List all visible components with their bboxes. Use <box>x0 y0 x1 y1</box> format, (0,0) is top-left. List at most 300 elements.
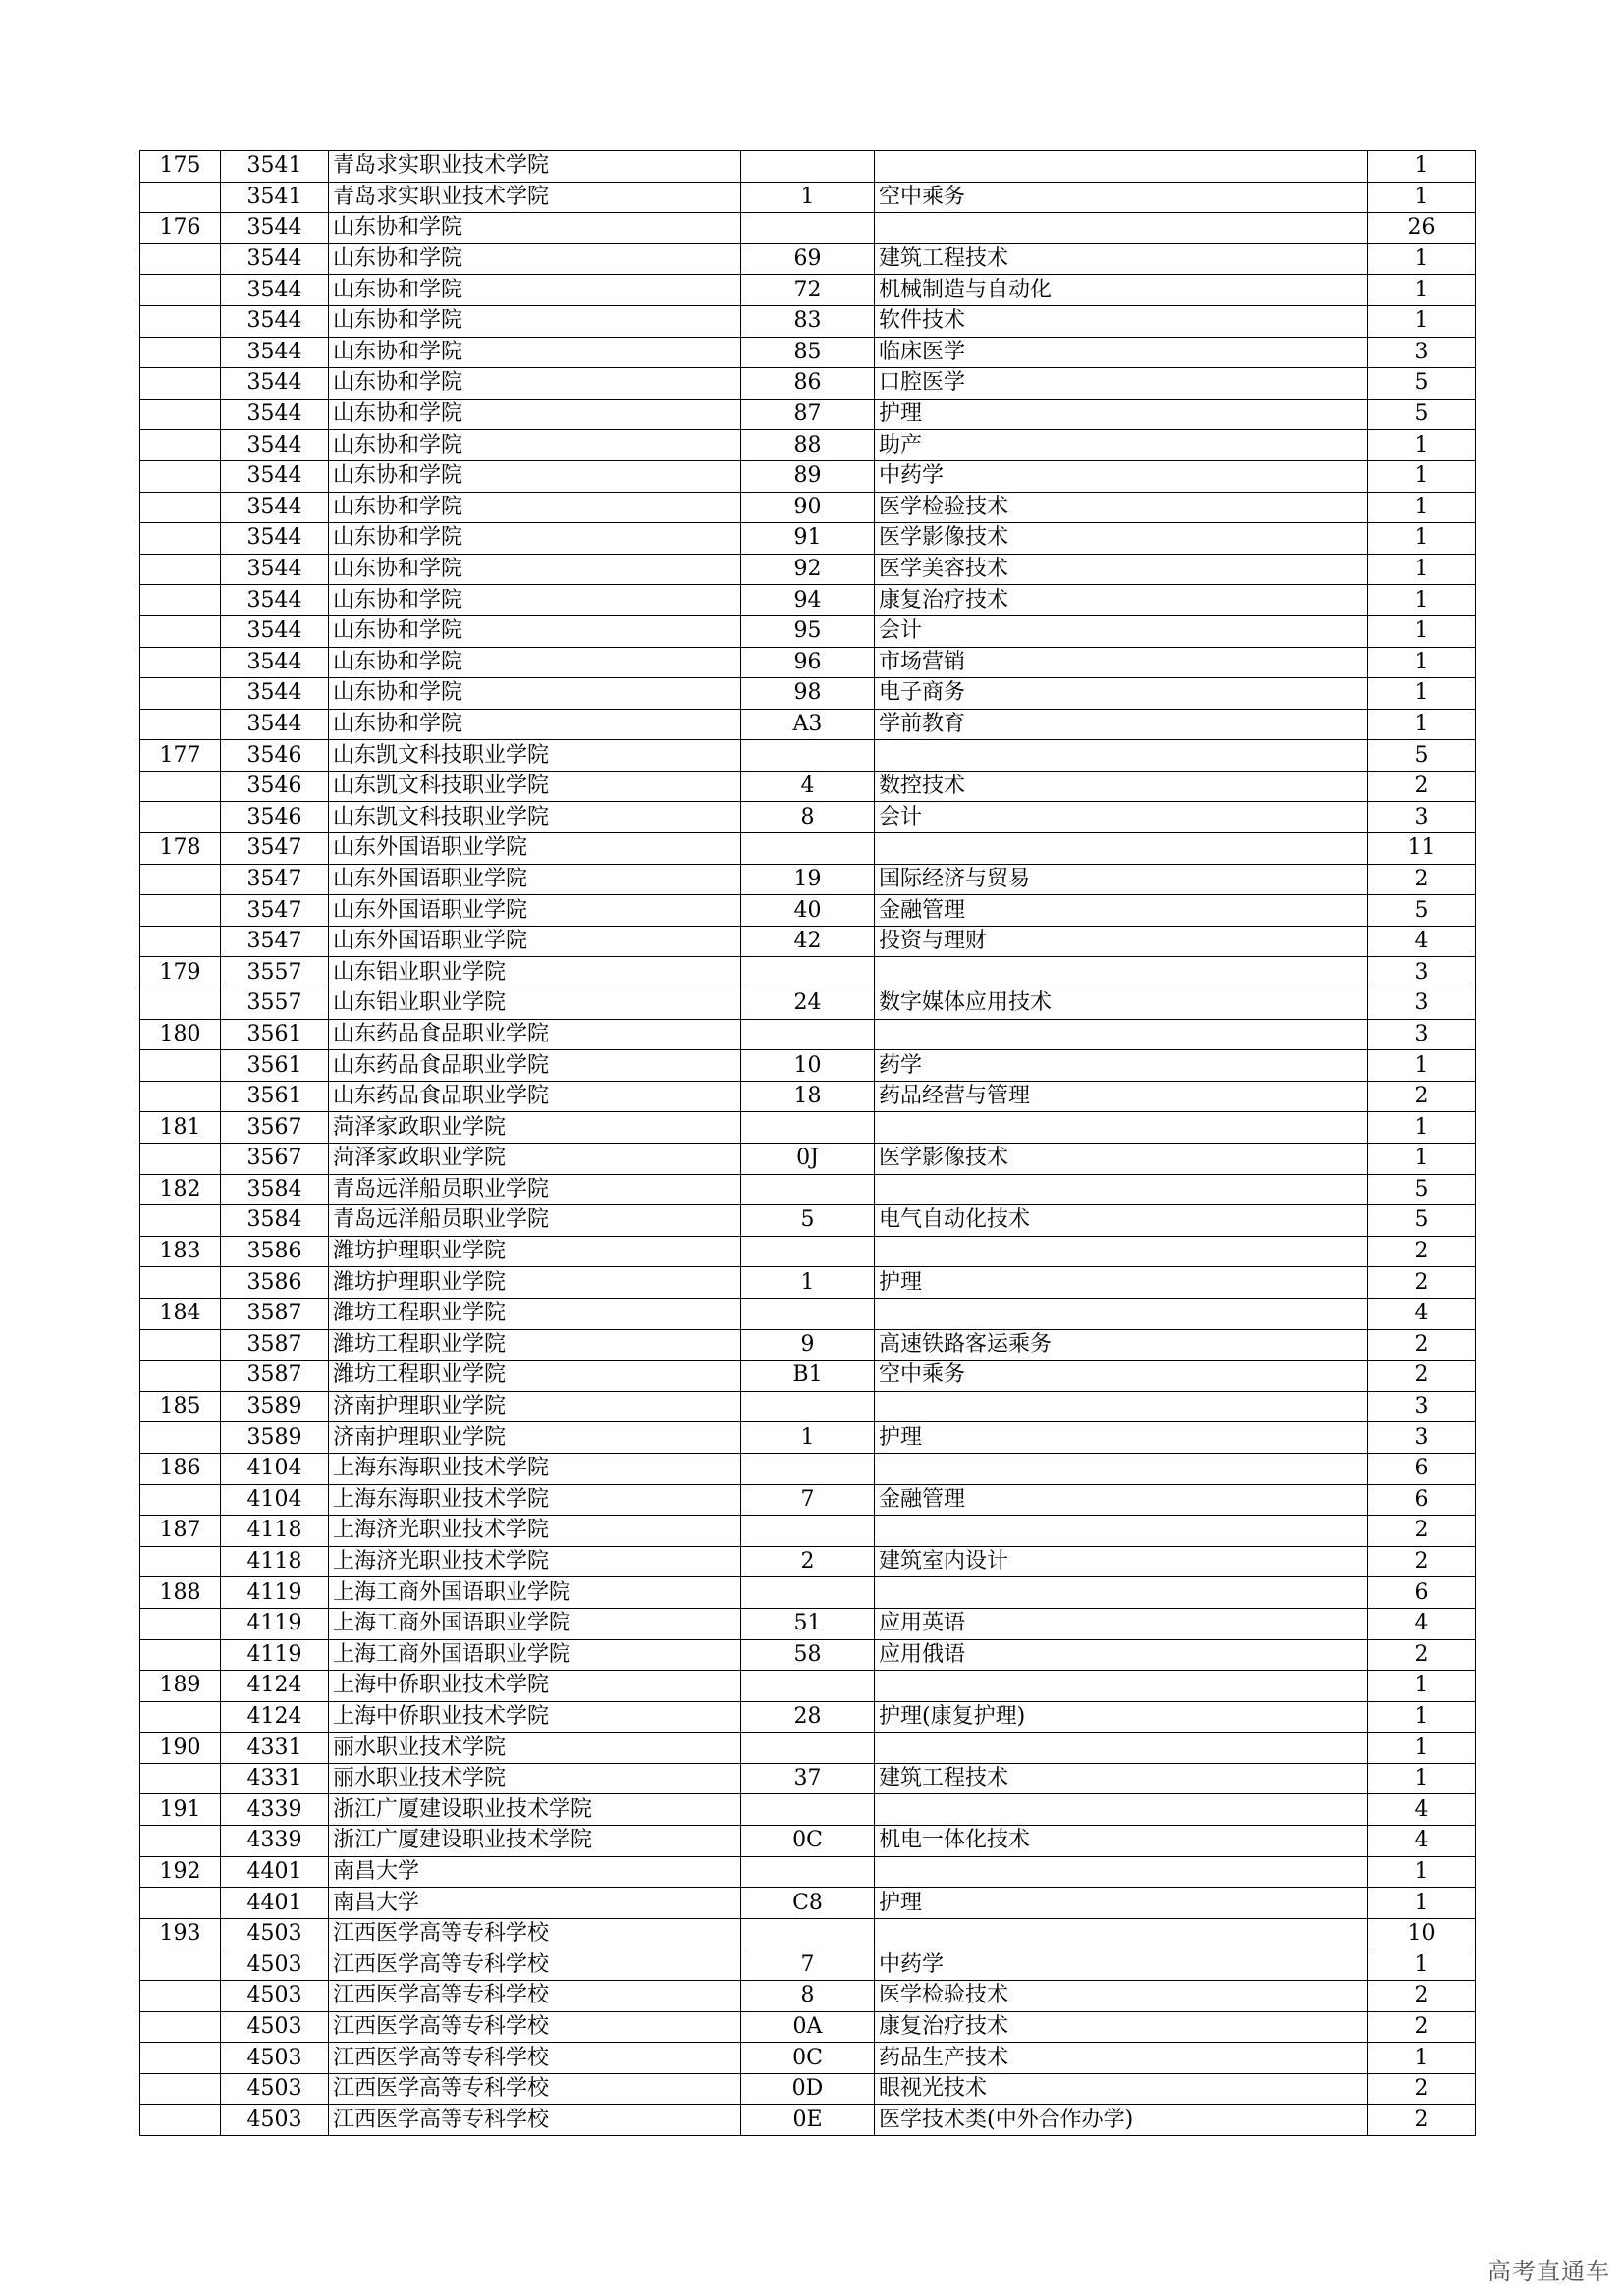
school-code-cell: 3544 <box>221 523 329 555</box>
plan-count-cell: 2 <box>1368 1081 1476 1112</box>
school-name-cell: 山东协和学院 <box>329 647 741 678</box>
table-row <box>140 1763 1476 1794</box>
table-row <box>140 305 1476 337</box>
major-name-cell: 电子商务 <box>875 678 1368 710</box>
table-row <box>140 709 1476 740</box>
school-code-cell: 4503 <box>221 2043 329 2074</box>
school-code-cell: 4339 <box>221 1826 329 1857</box>
seq-number-cell <box>140 1949 221 1981</box>
table-row <box>140 1516 1476 1547</box>
school-code-cell: 3561 <box>221 1019 329 1050</box>
seq-number-cell <box>140 864 221 895</box>
plan-count-cell: 1 <box>1368 492 1476 523</box>
school-code-cell: 4503 <box>221 2011 329 2043</box>
seq-number-cell <box>140 1484 221 1516</box>
major-name-cell <box>875 1733 1368 1764</box>
school-code-cell: 4119 <box>221 1608 329 1639</box>
school-name-cell: 上海东海职业技术学院 <box>329 1453 741 1484</box>
school-name-cell: 南昌大学 <box>329 1888 741 1919</box>
school-code-cell: 3544 <box>221 399 329 430</box>
school-name-cell: 上海中侨职业技术学院 <box>329 1671 741 1702</box>
table-row <box>140 1361 1476 1392</box>
seq-number-cell: 175 <box>140 151 221 183</box>
school-code-cell: 3544 <box>221 585 329 616</box>
major-name-cell: 应用俄语 <box>875 1639 1368 1671</box>
plan-count-cell: 5 <box>1368 1174 1476 1205</box>
seq-number-cell: 185 <box>140 1391 221 1422</box>
major-code-cell <box>741 1174 875 1205</box>
plan-count-cell: 1 <box>1368 709 1476 740</box>
plan-count-cell: 1 <box>1368 647 1476 678</box>
plan-count-cell: 1 <box>1368 460 1476 492</box>
table-row <box>140 2011 1476 2043</box>
plan-count-cell: 2 <box>1368 1546 1476 1577</box>
plan-count-cell: 1 <box>1368 1733 1476 1764</box>
school-name-cell: 山东铝业职业学院 <box>329 957 741 988</box>
major-name-cell: 软件技术 <box>875 305 1368 337</box>
plan-count-cell: 1 <box>1368 1701 1476 1733</box>
major-name-cell: 国际经济与贸易 <box>875 864 1368 895</box>
major-name-cell: 数字媒体应用技术 <box>875 988 1368 1020</box>
school-code-cell: 4331 <box>221 1763 329 1794</box>
major-name-cell <box>875 1298 1368 1329</box>
seq-number-cell <box>140 523 221 555</box>
major-code-cell: 18 <box>741 1081 875 1112</box>
major-code-cell: 4 <box>741 771 875 802</box>
major-code-cell: 2 <box>741 1546 875 1577</box>
major-name-cell: 建筑工程技术 <box>875 1763 1368 1794</box>
seq-number-cell <box>140 1546 221 1577</box>
school-code-cell: 3589 <box>221 1422 329 1454</box>
major-code-cell: 28 <box>741 1701 875 1733</box>
major-name-cell: 金融管理 <box>875 895 1368 927</box>
seq-number-cell <box>140 1422 221 1454</box>
school-name-cell: 菏泽家政职业学院 <box>329 1144 741 1175</box>
table-row <box>140 151 1476 183</box>
table-row <box>140 1918 1476 1949</box>
major-code-cell: 1 <box>741 1422 875 1454</box>
school-code-cell: 4118 <box>221 1546 329 1577</box>
table-row <box>140 1205 1476 1237</box>
school-name-cell: 上海济光职业技术学院 <box>329 1516 741 1547</box>
school-name-cell: 济南护理职业学院 <box>329 1422 741 1454</box>
school-name-cell: 青岛远洋船员职业学院 <box>329 1174 741 1205</box>
school-name-cell: 江西医学高等专科学校 <box>329 1949 741 1981</box>
school-name-cell: 菏泽家政职业学院 <box>329 1112 741 1144</box>
school-name-cell: 山东协和学院 <box>329 585 741 616</box>
major-name-cell: 护理 <box>875 1888 1368 1919</box>
table-row <box>140 1112 1476 1144</box>
table-row <box>140 771 1476 802</box>
major-name-cell <box>875 1577 1368 1609</box>
major-code-cell <box>741 1453 875 1484</box>
major-code-cell: 72 <box>741 275 875 306</box>
table-row <box>140 1949 1476 1981</box>
table-row <box>140 1144 1476 1175</box>
plan-count-cell: 3 <box>1368 1422 1476 1454</box>
table-row <box>140 1639 1476 1671</box>
plan-count-cell: 1 <box>1368 1763 1476 1794</box>
table-row <box>140 275 1476 306</box>
major-name-cell: 高速铁路客运乘务 <box>875 1329 1368 1361</box>
major-name-cell <box>875 957 1368 988</box>
table-body <box>140 151 1476 2136</box>
plan-count-cell: 5 <box>1368 895 1476 927</box>
school-name-cell: 上海工商外国语职业学院 <box>329 1608 741 1639</box>
major-code-cell: 0A <box>741 2011 875 2043</box>
school-name-cell: 山东协和学院 <box>329 460 741 492</box>
seq-number-cell <box>140 926 221 957</box>
school-name-cell: 浙江广厦建设职业技术学院 <box>329 1794 741 1826</box>
admission-plan-table <box>139 150 1476 2136</box>
school-name-cell: 山东药品食品职业学院 <box>329 1081 741 1112</box>
plan-count-cell: 1 <box>1368 1949 1476 1981</box>
seq-number-cell: 183 <box>140 1236 221 1267</box>
school-name-cell: 山东协和学院 <box>329 337 741 368</box>
seq-number-cell: 176 <box>140 213 221 244</box>
plan-count-cell: 2 <box>1368 2011 1476 2043</box>
seq-number-cell <box>140 2011 221 2043</box>
school-name-cell: 潍坊工程职业学院 <box>329 1361 741 1392</box>
table-row <box>140 957 1476 988</box>
seq-number-cell <box>140 1050 221 1082</box>
school-name-cell: 山东协和学院 <box>329 243 741 275</box>
school-code-cell: 3567 <box>221 1144 329 1175</box>
school-code-cell: 4503 <box>221 1981 329 2012</box>
school-code-cell: 3547 <box>221 864 329 895</box>
major-name-cell: 金融管理 <box>875 1484 1368 1516</box>
major-code-cell <box>741 833 875 865</box>
major-name-cell: 会计 <box>875 615 1368 647</box>
school-name-cell: 江西医学高等专科学校 <box>329 1981 741 2012</box>
major-name-cell <box>875 1516 1368 1547</box>
school-code-cell: 4119 <box>221 1577 329 1609</box>
major-code-cell <box>741 1671 875 1702</box>
school-name-cell: 青岛求实职业技术学院 <box>329 151 741 183</box>
major-name-cell <box>875 1112 1368 1144</box>
seq-number-cell <box>140 1361 221 1392</box>
school-name-cell: 江西医学高等专科学校 <box>329 2073 741 2105</box>
major-code-cell: 85 <box>741 337 875 368</box>
school-name-cell: 青岛远洋船员职业学院 <box>329 1205 741 1237</box>
seq-number-cell <box>140 1639 221 1671</box>
school-name-cell: 浙江广厦建设职业技术学院 <box>329 1826 741 1857</box>
plan-count-cell: 1 <box>1368 305 1476 337</box>
major-code-cell: 87 <box>741 399 875 430</box>
school-code-cell: 3544 <box>221 368 329 400</box>
major-name-cell <box>875 833 1368 865</box>
major-name-cell: 机械制造与自动化 <box>875 275 1368 306</box>
table-row <box>140 2073 1476 2105</box>
plan-count-cell: 1 <box>1368 275 1476 306</box>
school-code-cell: 4503 <box>221 1949 329 1981</box>
major-name-cell <box>875 1918 1368 1949</box>
table-row <box>140 678 1476 710</box>
major-code-cell: 90 <box>741 492 875 523</box>
major-code-cell: 92 <box>741 554 875 585</box>
major-name-cell: 空中乘务 <box>875 1361 1368 1392</box>
school-code-cell: 3557 <box>221 988 329 1020</box>
plan-count-cell: 2 <box>1368 1516 1476 1547</box>
school-code-cell: 4503 <box>221 2105 329 2136</box>
major-code-cell <box>741 1516 875 1547</box>
seq-number-cell <box>140 1267 221 1299</box>
table-row <box>140 523 1476 555</box>
major-code-cell: 19 <box>741 864 875 895</box>
plan-count-cell: 1 <box>1368 554 1476 585</box>
seq-number-cell <box>140 460 221 492</box>
major-name-cell: 空中乘务 <box>875 182 1368 213</box>
seq-number-cell <box>140 1888 221 1919</box>
table-row <box>140 1484 1476 1516</box>
table-row <box>140 460 1476 492</box>
seq-number-cell: 190 <box>140 1733 221 1764</box>
plan-count-cell: 6 <box>1368 1453 1476 1484</box>
major-code-cell: 94 <box>741 585 875 616</box>
seq-number-cell: 186 <box>140 1453 221 1484</box>
major-code-cell: 1 <box>741 1267 875 1299</box>
plan-count-cell: 3 <box>1368 802 1476 833</box>
seq-number-cell: 184 <box>140 1298 221 1329</box>
school-name-cell: 山东凯文科技职业学院 <box>329 740 741 772</box>
major-name-cell: 医学影像技术 <box>875 1144 1368 1175</box>
plan-count-cell: 3 <box>1368 957 1476 988</box>
major-name-cell: 临床医学 <box>875 337 1368 368</box>
seq-number-cell <box>140 709 221 740</box>
seq-number-cell: 192 <box>140 1856 221 1888</box>
major-name-cell: 医学技术类(中外合作办学) <box>875 2105 1368 2136</box>
major-name-cell <box>875 740 1368 772</box>
major-name-cell <box>875 1019 1368 1050</box>
major-code-cell: 51 <box>741 1608 875 1639</box>
major-name-cell: 药品经营与管理 <box>875 1081 1368 1112</box>
seq-number-cell: 180 <box>140 1019 221 1050</box>
major-code-cell <box>741 1236 875 1267</box>
school-code-cell: 3567 <box>221 1112 329 1144</box>
major-name-cell <box>875 1856 1368 1888</box>
school-name-cell: 山东协和学院 <box>329 492 741 523</box>
major-code-cell: 40 <box>741 895 875 927</box>
major-code-cell: 7 <box>741 1484 875 1516</box>
major-name-cell: 护理 <box>875 1422 1368 1454</box>
major-code-cell: 89 <box>741 460 875 492</box>
major-code-cell: 0C <box>741 1826 875 1857</box>
school-code-cell: 4503 <box>221 2073 329 2105</box>
major-code-cell: 83 <box>741 305 875 337</box>
major-code-cell: 37 <box>741 1763 875 1794</box>
school-name-cell: 丽水职业技术学院 <box>329 1763 741 1794</box>
plan-count-cell: 1 <box>1368 585 1476 616</box>
table-row <box>140 740 1476 772</box>
major-name-cell: 应用英语 <box>875 1608 1368 1639</box>
seq-number-cell: 177 <box>140 740 221 772</box>
school-name-cell: 潍坊工程职业学院 <box>329 1329 741 1361</box>
school-code-cell: 4401 <box>221 1888 329 1919</box>
seq-number-cell <box>140 615 221 647</box>
major-name-cell <box>875 1453 1368 1484</box>
major-code-cell <box>741 1298 875 1329</box>
seq-number-cell: 188 <box>140 1577 221 1609</box>
school-name-cell: 山东协和学院 <box>329 523 741 555</box>
major-name-cell: 药学 <box>875 1050 1368 1082</box>
table-row <box>140 1733 1476 1764</box>
major-name-cell: 药品生产技术 <box>875 2043 1368 2074</box>
school-name-cell: 山东协和学院 <box>329 615 741 647</box>
major-name-cell <box>875 1794 1368 1826</box>
school-code-cell: 3544 <box>221 460 329 492</box>
seq-number-cell <box>140 337 221 368</box>
plan-count-cell: 4 <box>1368 926 1476 957</box>
seq-number-cell <box>140 1329 221 1361</box>
table-row <box>140 1298 1476 1329</box>
major-code-cell: 42 <box>741 926 875 957</box>
plan-count-cell: 2 <box>1368 2105 1476 2136</box>
plan-count-cell: 1 <box>1368 2043 1476 2074</box>
table-row <box>140 213 1476 244</box>
table-row <box>140 1267 1476 1299</box>
school-code-cell: 4119 <box>221 1639 329 1671</box>
major-name-cell <box>875 213 1368 244</box>
seq-number-cell <box>140 399 221 430</box>
plan-count-cell: 6 <box>1368 1577 1476 1609</box>
school-code-cell: 3586 <box>221 1236 329 1267</box>
school-name-cell: 山东协和学院 <box>329 399 741 430</box>
major-code-cell: 91 <box>741 523 875 555</box>
school-name-cell: 山东协和学院 <box>329 678 741 710</box>
table-row <box>140 1174 1476 1205</box>
major-code-cell: 86 <box>741 368 875 400</box>
table-row <box>140 1050 1476 1082</box>
school-name-cell: 江西医学高等专科学校 <box>329 2105 741 2136</box>
plan-count-cell: 3 <box>1368 1391 1476 1422</box>
plan-count-cell: 5 <box>1368 399 1476 430</box>
school-code-cell: 3544 <box>221 243 329 275</box>
school-code-cell: 3544 <box>221 647 329 678</box>
major-name-cell: 医学影像技术 <box>875 523 1368 555</box>
school-name-cell: 山东凯文科技职业学院 <box>329 771 741 802</box>
plan-count-cell: 4 <box>1368 1608 1476 1639</box>
table-row <box>140 895 1476 927</box>
plan-count-cell: 4 <box>1368 1794 1476 1826</box>
school-name-cell: 山东协和学院 <box>329 275 741 306</box>
school-name-cell: 山东药品食品职业学院 <box>329 1050 741 1082</box>
school-name-cell: 上海东海职业技术学院 <box>329 1484 741 1516</box>
school-code-cell: 4401 <box>221 1856 329 1888</box>
table-row <box>140 430 1476 461</box>
school-code-cell: 4104 <box>221 1453 329 1484</box>
school-code-cell: 3544 <box>221 430 329 461</box>
school-code-cell: 4339 <box>221 1794 329 1826</box>
major-code-cell <box>741 957 875 988</box>
major-code-cell <box>741 1112 875 1144</box>
school-name-cell: 南昌大学 <box>329 1856 741 1888</box>
school-code-cell: 3544 <box>221 275 329 306</box>
major-code-cell: 98 <box>741 678 875 710</box>
school-code-cell: 4104 <box>221 1484 329 1516</box>
school-code-cell: 3587 <box>221 1329 329 1361</box>
plan-count-cell: 5 <box>1368 368 1476 400</box>
major-name-cell: 康复治疗技术 <box>875 585 1368 616</box>
major-name-cell: 电气自动化技术 <box>875 1205 1368 1237</box>
table-row <box>140 647 1476 678</box>
plan-count-cell: 1 <box>1368 1144 1476 1175</box>
major-code-cell <box>741 1019 875 1050</box>
school-code-cell: 4118 <box>221 1516 329 1547</box>
seq-number-cell <box>140 2105 221 2136</box>
plan-count-cell: 1 <box>1368 523 1476 555</box>
plan-count-cell: 1 <box>1368 243 1476 275</box>
major-code-cell <box>741 1918 875 1949</box>
school-name-cell: 江西医学高等专科学校 <box>329 2011 741 2043</box>
seq-number-cell: 189 <box>140 1671 221 1702</box>
table-row <box>140 615 1476 647</box>
school-code-cell: 3547 <box>221 926 329 957</box>
school-name-cell: 山东协和学院 <box>329 368 741 400</box>
table-row <box>140 1826 1476 1857</box>
major-code-cell: 5 <box>741 1205 875 1237</box>
major-code-cell <box>741 1856 875 1888</box>
school-code-cell: 3546 <box>221 740 329 772</box>
table-row <box>140 1081 1476 1112</box>
school-code-cell: 4124 <box>221 1671 329 1702</box>
seq-number-cell <box>140 554 221 585</box>
major-name-cell: 医学检验技术 <box>875 1981 1368 2012</box>
seq-number-cell <box>140 1081 221 1112</box>
school-name-cell: 山东外国语职业学院 <box>329 895 741 927</box>
school-code-cell: 3544 <box>221 678 329 710</box>
school-name-cell: 潍坊护理职业学院 <box>329 1236 741 1267</box>
seq-number-cell <box>140 182 221 213</box>
plan-count-cell: 1 <box>1368 1112 1476 1144</box>
seq-number-cell <box>140 368 221 400</box>
major-code-cell <box>741 1391 875 1422</box>
table-row <box>140 1794 1476 1826</box>
watermark: 高考直通车 <box>1488 2258 1610 2285</box>
plan-count-cell: 1 <box>1368 1888 1476 1919</box>
major-name-cell <box>875 1391 1368 1422</box>
school-name-cell: 山东协和学院 <box>329 213 741 244</box>
plan-count-cell: 2 <box>1368 1361 1476 1392</box>
major-code-cell <box>741 213 875 244</box>
school-name-cell: 丽水职业技术学院 <box>329 1733 741 1764</box>
major-name-cell: 口腔医学 <box>875 368 1368 400</box>
major-name-cell <box>875 1174 1368 1205</box>
seq-number-cell <box>140 2043 221 2074</box>
seq-number-cell: 187 <box>140 1516 221 1547</box>
school-name-cell: 山东协和学院 <box>329 709 741 740</box>
school-code-cell: 3547 <box>221 833 329 865</box>
school-code-cell: 3561 <box>221 1081 329 1112</box>
major-code-cell: A3 <box>741 709 875 740</box>
school-code-cell: 4124 <box>221 1701 329 1733</box>
plan-count-cell: 2 <box>1368 2073 1476 2105</box>
table-row <box>140 1888 1476 1919</box>
major-code-cell <box>741 1577 875 1609</box>
school-code-cell: 4331 <box>221 1733 329 1764</box>
table-row <box>140 802 1476 833</box>
school-code-cell: 3589 <box>221 1391 329 1422</box>
seq-number-cell <box>140 585 221 616</box>
major-name-cell: 医学检验技术 <box>875 492 1368 523</box>
school-name-cell: 潍坊工程职业学院 <box>329 1298 741 1329</box>
seq-number-cell <box>140 678 221 710</box>
school-name-cell: 山东协和学院 <box>329 305 741 337</box>
school-name-cell: 上海工商外国语职业学院 <box>329 1577 741 1609</box>
major-code-cell: 8 <box>741 802 875 833</box>
plan-count-cell: 1 <box>1368 678 1476 710</box>
school-code-cell: 3546 <box>221 802 329 833</box>
major-name-cell: 建筑工程技术 <box>875 243 1368 275</box>
